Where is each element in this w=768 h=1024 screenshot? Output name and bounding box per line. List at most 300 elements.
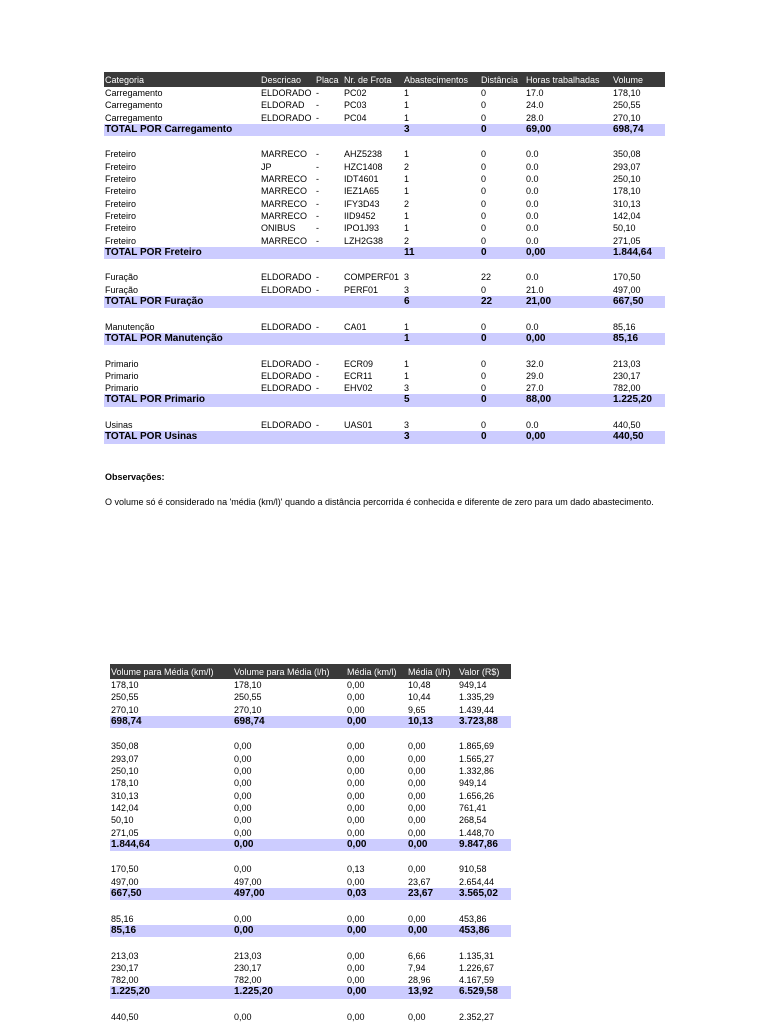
distancia-cell: 0 xyxy=(481,100,487,111)
valor-cell: 1.332,86 xyxy=(459,766,495,777)
table-row xyxy=(104,173,665,185)
valor-cell: 1.656,26 xyxy=(459,790,495,801)
placa-cell: - xyxy=(316,186,319,197)
horas-cell: 0.0 xyxy=(526,149,539,160)
group-spacer xyxy=(104,259,665,271)
placa-cell: - xyxy=(316,235,319,246)
table-row xyxy=(104,185,665,197)
total-cell: 0,00 xyxy=(408,838,428,850)
volume-cell: 250,10 xyxy=(613,174,641,185)
horas-cell: 0.0 xyxy=(526,235,539,246)
valor-cell: 761,41 xyxy=(459,802,487,813)
descricao-cell: ELDORAD xyxy=(261,100,305,111)
table-row xyxy=(110,753,511,765)
total-cell: 6 xyxy=(404,296,410,308)
table-row xyxy=(110,777,511,789)
total-cell: 85,16 xyxy=(111,924,137,936)
horas-cell: 21.0 xyxy=(526,284,544,295)
categoria-cell: Freteiro xyxy=(105,235,137,246)
categoria-cell: Furação xyxy=(105,284,139,295)
valor-cell: 1.226,67 xyxy=(459,962,495,973)
media-km-cell: 0,00 xyxy=(347,766,365,777)
observations-text: O volume só é considerado na 'média (km/l)' quando a distância percorrida é conhecida e diferente de zero para um dado abastecimento. xyxy=(105,497,654,507)
volume-km-cell: 440,50 xyxy=(111,1012,139,1023)
placa-cell: - xyxy=(316,223,319,234)
column-header: Volume para Média (l/h) xyxy=(234,667,330,677)
descricao-cell: MARRECO xyxy=(261,186,308,197)
distancia-cell: 0 xyxy=(481,370,487,381)
group-spacer xyxy=(104,407,665,419)
total-cell: 0 xyxy=(481,332,487,344)
media-lh-cell: 0,00 xyxy=(408,827,426,838)
distancia-cell: 0 xyxy=(481,149,487,160)
descricao-cell: MARRECO xyxy=(261,198,308,209)
media-lh-cell: 23,67 xyxy=(408,876,431,887)
valor-cell: 1.865,69 xyxy=(459,741,495,752)
horas-cell: 0.0 xyxy=(526,161,539,172)
total-cell: TOTAL POR Manutenção xyxy=(105,332,223,344)
total-cell: 9.847,86 xyxy=(459,838,498,850)
descricao-cell: ELDORADO xyxy=(261,383,312,394)
descricao-cell: MARRECO xyxy=(261,210,308,221)
volume-lh-cell: 0,00 xyxy=(234,790,252,801)
frota-cell: AHZ5238 xyxy=(344,149,383,160)
volume-km-cell: 782,00 xyxy=(111,975,139,986)
total-cell: 21,00 xyxy=(526,296,552,308)
placa-cell: - xyxy=(316,174,319,185)
horas-cell: 0.0 xyxy=(526,198,539,209)
horas-cell: 29.0 xyxy=(526,370,544,381)
volume-cell: 293,07 xyxy=(613,161,641,172)
total-cell: 667,50 xyxy=(111,888,142,900)
valor-cell: 268,54 xyxy=(459,815,487,826)
table-row xyxy=(110,962,511,974)
total-cell: 3.723,88 xyxy=(459,715,498,727)
volume-lh-cell: 0,00 xyxy=(234,827,252,838)
distancia-cell: 0 xyxy=(481,186,487,197)
abastecimentos-cell: 1 xyxy=(404,88,410,98)
distancia-cell: 0 xyxy=(481,198,487,209)
table-row xyxy=(110,814,511,826)
table-row xyxy=(104,358,665,370)
categoria-cell: Carregamento xyxy=(105,100,163,111)
total-cell: 1.225,20 xyxy=(613,394,652,406)
column-header: Volume xyxy=(613,75,644,85)
horas-cell: 32.0 xyxy=(526,358,544,369)
descricao-cell: ELDORADO xyxy=(261,420,312,431)
volume-km-cell: 310,13 xyxy=(111,790,139,801)
total-cell: 3 xyxy=(404,123,410,135)
media-km-cell: 0,00 xyxy=(347,827,365,838)
distancia-cell: 0 xyxy=(481,174,487,185)
distancia-cell: 0 xyxy=(481,223,487,234)
table-row xyxy=(110,876,511,888)
total-cell: 11 xyxy=(404,246,415,258)
total-row xyxy=(104,247,665,259)
descricao-cell: ELDORADO xyxy=(261,112,312,123)
total-cell: TOTAL POR Usinas xyxy=(105,431,198,443)
table-row xyxy=(110,740,511,752)
column-header: Média (l/h) xyxy=(408,667,451,677)
categoria-cell: Usinas xyxy=(105,420,133,431)
valor-cell: 1.335,29 xyxy=(459,692,495,703)
volume-lh-cell: 270,10 xyxy=(234,704,262,715)
group-spacer xyxy=(110,728,511,740)
placa-cell: - xyxy=(316,100,319,111)
categoria-cell: Primario xyxy=(105,358,139,369)
volume-lh-cell: 0,00 xyxy=(234,1012,252,1023)
total-cell: 0,00 xyxy=(347,715,367,727)
volume-km-cell: 497,00 xyxy=(111,876,139,887)
abastecimentos-cell: 2 xyxy=(404,235,410,246)
media-km-cell: 0,00 xyxy=(347,753,365,764)
placa-cell: - xyxy=(316,198,319,209)
group-spacer xyxy=(110,851,511,863)
distancia-cell: 0 xyxy=(481,383,487,394)
placa-cell: - xyxy=(316,370,319,381)
volume-lh-cell: 0,00 xyxy=(234,766,252,777)
descricao-cell: ONIBUS xyxy=(261,223,296,234)
total-cell: 0 xyxy=(481,394,487,406)
total-cell: 22 xyxy=(481,296,493,308)
total-cell: 0,00 xyxy=(408,924,428,936)
total-row xyxy=(110,888,511,900)
column-header: Horas trabalhadas xyxy=(526,75,600,85)
volume-km-cell: 178,10 xyxy=(111,778,139,789)
abastecimentos-cell: 1 xyxy=(404,223,410,234)
volume-km-cell: 293,07 xyxy=(111,753,139,764)
media-km-cell: 0,00 xyxy=(347,802,365,813)
descricao-cell: ELDORADO xyxy=(261,272,312,283)
categoria-cell: Primario xyxy=(105,370,139,381)
volume-cell: 142,04 xyxy=(613,210,641,221)
volume-cell: 497,00 xyxy=(613,284,641,295)
total-row xyxy=(110,716,511,728)
column-header: Categoria xyxy=(105,75,145,85)
volume-km-cell: 85,16 xyxy=(111,913,134,924)
media-lh-cell: 0,00 xyxy=(408,1012,426,1023)
horas-cell: 24.0 xyxy=(526,100,544,111)
column-header: Valor (R$) xyxy=(459,667,500,677)
volume-km-cell: 178,10 xyxy=(111,680,139,690)
table-row xyxy=(104,198,665,210)
volume-lh-cell: 250,55 xyxy=(234,692,262,703)
total-cell: 0 xyxy=(481,431,487,443)
total-cell: 0,00 xyxy=(234,924,254,936)
valor-cell: 1.135,31 xyxy=(459,950,495,961)
volume-lh-cell: 497,00 xyxy=(234,876,262,887)
volume-cell: 270,10 xyxy=(613,112,641,123)
total-row xyxy=(110,986,511,998)
horas-cell: 0.0 xyxy=(526,420,539,431)
volume-cell: 250,55 xyxy=(613,100,641,111)
group-spacer xyxy=(110,937,511,949)
total-cell: 0,00 xyxy=(347,838,367,850)
categoria-cell: Freteiro xyxy=(105,149,137,160)
media-lh-cell: 0,00 xyxy=(408,913,426,924)
abastecimentos-cell: 1 xyxy=(404,321,410,332)
observations-title: Observações: xyxy=(105,472,165,482)
placa-cell: - xyxy=(316,420,319,431)
media-km-cell: 0,00 xyxy=(347,680,365,690)
categoria-cell: Furação xyxy=(105,272,139,283)
distancia-cell: 0 xyxy=(481,420,487,431)
total-cell: 0,00 xyxy=(347,986,367,998)
volume-cell: 782,00 xyxy=(613,383,641,394)
abastecimentos-cell: 3 xyxy=(404,383,410,394)
volume-km-cell: 50,10 xyxy=(111,815,134,826)
table-row xyxy=(110,974,511,986)
placa-cell: - xyxy=(316,149,319,160)
total-cell: 3.565,02 xyxy=(459,888,498,900)
abastecimentos-cell: 1 xyxy=(404,174,410,185)
volume-cell: 440,50 xyxy=(613,420,641,431)
placa-cell: - xyxy=(316,272,319,283)
total-cell: 13,92 xyxy=(408,986,434,998)
frota-cell: IEZ1A65 xyxy=(344,186,380,197)
media-km-cell: 0,00 xyxy=(347,741,365,752)
column-header: Distância xyxy=(481,75,519,85)
total-cell: 5 xyxy=(404,394,410,406)
header-row xyxy=(104,72,665,87)
placa-cell: - xyxy=(316,88,319,98)
table-row xyxy=(104,161,665,173)
media-lh-cell: 0,00 xyxy=(408,802,426,813)
group-spacer xyxy=(110,999,511,1011)
horas-cell: 0.0 xyxy=(526,223,539,234)
frota-cell: LZH2G38 xyxy=(344,235,384,246)
volume-km-cell: 142,04 xyxy=(111,802,139,813)
total-cell: 1.225,20 xyxy=(234,986,273,998)
horas-cell: 17.0 xyxy=(526,88,544,98)
valor-cell: 1.439,44 xyxy=(459,704,495,715)
placa-cell: - xyxy=(316,112,319,123)
media-km-cell: 0,00 xyxy=(347,704,365,715)
total-cell: 0,03 xyxy=(347,888,367,900)
abastecimentos-cell: 1 xyxy=(404,358,410,369)
total-cell: 0,00 xyxy=(347,924,367,936)
total-cell: 0,00 xyxy=(526,431,546,443)
media-km-cell: 0,00 xyxy=(347,950,365,961)
abastecimentos-cell: 1 xyxy=(404,112,410,123)
total-cell: 88,00 xyxy=(526,394,552,406)
placa-cell: - xyxy=(316,358,319,369)
categoria-cell: Carregamento xyxy=(105,112,163,123)
valor-cell: 949,14 xyxy=(459,680,487,690)
frota-cell: PERF01 xyxy=(344,284,379,295)
categoria-cell: Freteiro xyxy=(105,186,137,197)
descricao-cell: ELDORADO xyxy=(261,358,312,369)
total-cell: 1.225,20 xyxy=(111,986,150,998)
total-cell: 0,00 xyxy=(234,838,254,850)
total-cell: 23,67 xyxy=(408,888,434,900)
table-row xyxy=(104,235,665,247)
horas-cell: 0.0 xyxy=(526,186,539,197)
table-row xyxy=(110,765,511,777)
volume-km-cell: 250,55 xyxy=(111,692,139,703)
media-lh-cell: 0,00 xyxy=(408,778,426,789)
distancia-cell: 0 xyxy=(481,321,487,332)
media-km-cell: 0,13 xyxy=(347,864,365,875)
total-row xyxy=(104,124,665,136)
frota-cell: UAS01 xyxy=(344,420,373,431)
header-row xyxy=(110,664,511,679)
valor-cell: 2.352,27 xyxy=(459,1012,495,1023)
frota-cell: IFY3D43 xyxy=(344,198,380,209)
abastecimentos-cell: 1 xyxy=(404,210,410,221)
column-header: Abastecimentos xyxy=(404,75,469,85)
total-cell: TOTAL POR Primario xyxy=(105,394,206,406)
table-row xyxy=(110,679,511,691)
group-spacer xyxy=(104,308,665,320)
group-spacer xyxy=(104,345,665,357)
abastecimentos-cell: 2 xyxy=(404,198,410,209)
table-row xyxy=(104,284,665,296)
frota-cell: COMPERF01 xyxy=(344,272,400,283)
distancia-cell: 0 xyxy=(481,210,487,221)
abastecimentos-cell: 1 xyxy=(404,100,410,111)
table-row xyxy=(110,863,511,875)
table-row xyxy=(110,790,511,802)
total-cell: 0,00 xyxy=(526,246,546,258)
total-cell: 1 xyxy=(404,332,410,344)
volume-lh-cell: 0,00 xyxy=(234,864,252,875)
volume-cell: 310,13 xyxy=(613,198,641,209)
frota-cell: PC02 xyxy=(344,88,367,98)
column-header: Descricao xyxy=(261,75,302,85)
distancia-cell: 0 xyxy=(481,358,487,369)
valor-cell: 1.448,70 xyxy=(459,827,495,838)
total-row xyxy=(110,925,511,937)
descricao-cell: ELDORADO xyxy=(261,284,312,295)
abastecimentos-cell: 1 xyxy=(404,186,410,197)
categoria-cell: Carregamento xyxy=(105,88,163,98)
total-cell: 10,13 xyxy=(408,715,434,727)
media-lh-cell: 0,00 xyxy=(408,741,426,752)
valor-cell: 453,86 xyxy=(459,913,487,924)
table-row xyxy=(104,148,665,160)
media-km-cell: 0,00 xyxy=(347,778,365,789)
horas-cell: 0.0 xyxy=(526,321,539,332)
frota-cell: PC03 xyxy=(344,100,367,111)
media-lh-cell: 28,96 xyxy=(408,975,431,986)
categoria-cell: Primario xyxy=(105,383,139,394)
media-km-cell: 0,00 xyxy=(347,913,365,924)
abastecimentos-cell: 3 xyxy=(404,420,410,431)
distancia-cell: 0 xyxy=(481,284,487,295)
categoria-cell: Freteiro xyxy=(105,210,137,221)
abastecimentos-cell: 1 xyxy=(404,149,410,160)
media-lh-cell: 10,44 xyxy=(408,692,431,703)
total-row xyxy=(104,296,665,308)
volume-lh-cell: 0,00 xyxy=(234,778,252,789)
table-row xyxy=(110,1011,511,1023)
total-cell: 667,50 xyxy=(613,296,644,308)
media-lh-cell: 0,00 xyxy=(408,790,426,801)
table-row xyxy=(104,222,665,234)
frota-cell: CA01 xyxy=(344,321,367,332)
total-cell: 497,00 xyxy=(234,888,265,900)
volume-km-cell: 170,50 xyxy=(111,864,139,875)
total-cell: 698,74 xyxy=(613,123,644,135)
categoria-cell: Freteiro xyxy=(105,198,137,209)
table-row xyxy=(104,321,665,333)
media-lh-cell: 0,00 xyxy=(408,864,426,875)
report-table-1 xyxy=(104,72,665,444)
table-row xyxy=(104,370,665,382)
horas-cell: 0.0 xyxy=(526,210,539,221)
volume-km-cell: 213,03 xyxy=(111,950,139,961)
media-lh-cell: 0,00 xyxy=(408,815,426,826)
volume-km-cell: 250,10 xyxy=(111,766,139,777)
table-row xyxy=(104,210,665,222)
categoria-cell: Freteiro xyxy=(105,174,137,185)
table-row xyxy=(110,913,511,925)
horas-cell: 0.0 xyxy=(526,272,539,283)
media-km-cell: 0,00 xyxy=(347,815,365,826)
placa-cell: - xyxy=(316,161,319,172)
table-row xyxy=(110,691,511,703)
total-cell: 6.529,58 xyxy=(459,986,498,998)
report-table-2 xyxy=(110,664,511,1023)
valor-cell: 4.167,59 xyxy=(459,975,495,986)
descricao-cell: ELDORADO xyxy=(261,370,312,381)
total-row xyxy=(104,394,665,406)
total-row xyxy=(104,333,665,345)
total-cell: TOTAL POR Freteiro xyxy=(105,246,202,258)
volume-km-cell: 230,17 xyxy=(111,962,139,973)
volume-cell: 350,08 xyxy=(613,149,641,160)
total-cell: 1.844,64 xyxy=(613,246,652,258)
total-cell: 440,50 xyxy=(613,431,644,443)
descricao-cell: JP xyxy=(261,161,272,172)
total-cell: 698,74 xyxy=(234,715,265,727)
table-row xyxy=(110,704,511,716)
volume-lh-cell: 0,00 xyxy=(234,741,252,752)
volume-cell: 178,10 xyxy=(613,186,641,197)
media-km-cell: 0,00 xyxy=(347,962,365,973)
total-cell: TOTAL POR Furação xyxy=(105,296,204,308)
frota-cell: HZC1408 xyxy=(344,161,383,172)
table-row xyxy=(110,802,511,814)
horas-cell: 28.0 xyxy=(526,112,544,123)
horas-cell: 27.0 xyxy=(526,383,544,394)
distancia-cell: 0 xyxy=(481,88,487,98)
table-row xyxy=(110,827,511,839)
media-km-cell: 0,00 xyxy=(347,975,365,986)
media-lh-cell: 7,94 xyxy=(408,962,426,973)
valor-cell: 910,58 xyxy=(459,864,487,875)
volume-cell: 178,10 xyxy=(613,88,641,98)
volume-lh-cell: 0,00 xyxy=(234,802,252,813)
descricao-cell: MARRECO xyxy=(261,235,308,246)
table-row xyxy=(104,87,665,99)
valor-cell: 2.654,44 xyxy=(459,876,495,887)
frota-cell: EHV02 xyxy=(344,383,373,394)
abastecimentos-cell: 3 xyxy=(404,284,410,295)
abastecimentos-cell: 1 xyxy=(404,370,410,381)
volume-km-cell: 270,10 xyxy=(111,704,139,715)
group-spacer xyxy=(104,136,665,148)
volume-lh-cell: 178,10 xyxy=(234,680,262,690)
frota-cell: ECR11 xyxy=(344,370,373,381)
volume-lh-cell: 0,00 xyxy=(234,913,252,924)
column-header: Média (km/l) xyxy=(347,667,397,677)
media-lh-cell: 9,65 xyxy=(408,704,426,715)
total-cell: 453,86 xyxy=(459,924,490,936)
frota-cell: IID9452 xyxy=(344,210,376,221)
placa-cell: - xyxy=(316,321,319,332)
